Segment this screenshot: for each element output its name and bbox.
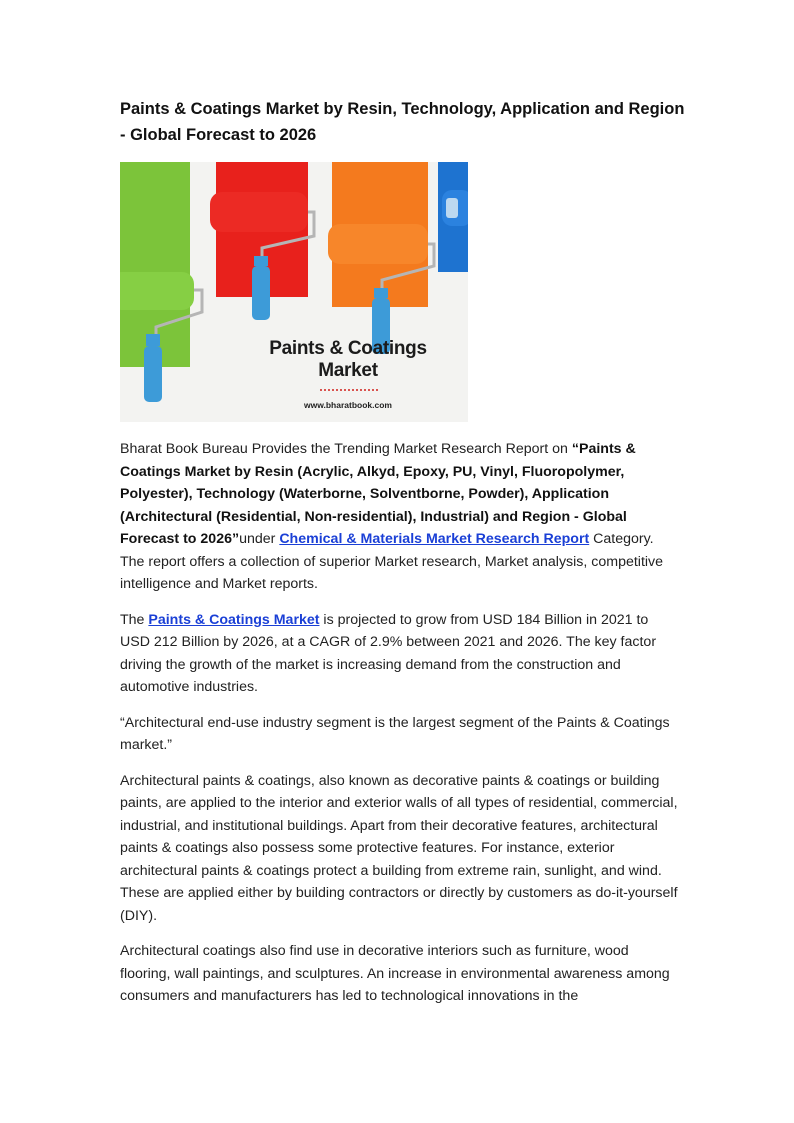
hero-url: www.bharatbook.com [303, 400, 392, 410]
hero-title-line2: Market [318, 360, 378, 381]
hero-image [120, 162, 468, 422]
hero-divider [320, 389, 378, 391]
market-link[interactable]: Paints & Coatings Market [148, 611, 320, 628]
interiors-paragraph: Architectural coatings also find use in decorative interiors such as furniture, wood flooring, wall paintings, and sculptures. An increase in environmental awareness among consumers and manufacturers has led to technological innovations in the [120, 943, 670, 1004]
intro-after-link: Category. The report offers a collection of superior Market research, Market analysis, competitive intelligence and Market reports. [120, 531, 664, 592]
category-link[interactable]: Chemical & Materials Market Research Report [279, 531, 590, 547]
paint-rollers-illustration [120, 162, 468, 422]
intro-lead: Bharat Book Bureau Provides the Trending Market Research Report on [120, 441, 572, 457]
article-body [120, 438, 680, 1021]
intro-paragraph [120, 438, 680, 596]
intro-under: under [239, 531, 280, 547]
hero-title-line1: Paints & Coatings [269, 338, 427, 359]
architectural-paragraph: Architectural paints & coatings, also known as decorative paints & coatings or building paints, are applied to the interior and exterior walls of all types of residential, commercial, industrial, and institutional buildings. Apart from their decorative features, architectural paints & coatings also possess some protective features. For instance, exterior architectural paints & coatings protect a building from extreme rain, sunlight, and wind. These are applied either by building contractors or directly by customers as do-it-yourself (DIY). [120, 772, 678, 924]
report-name: “Paints & Coatings Market by Resin (Acrylic, Alkyd, Epoxy, PU, Vinyl, Fluoropolymer, Polyester), Technology (Waterborne, Solventborne, Powder), Application (Architectural (Residential, Non-residential), Industrial) and Region - Global Forecast to 2026” [120, 441, 636, 547]
market-size-paragraph [120, 609, 680, 699]
para2-before: The [120, 611, 149, 628]
blue-roller-icon [442, 190, 468, 226]
para2-after: is projected to grow from USD 184 Billion in 2021 to USD 212 Billion by 2026, at a CAGR of 2.9% between 2021 and 2026. The key factor driving the growth of the market is increasing demand from the construction and automotive industries. [120, 611, 657, 695]
segment-quote: “Architectural end-use industry segment is the largest segment of the Paints & Coatings market.” [120, 714, 670, 753]
page-title: Paints & Coatings Market by Resin, Technology, Application and Region - Global Forecast to 2026 [120, 100, 685, 144]
